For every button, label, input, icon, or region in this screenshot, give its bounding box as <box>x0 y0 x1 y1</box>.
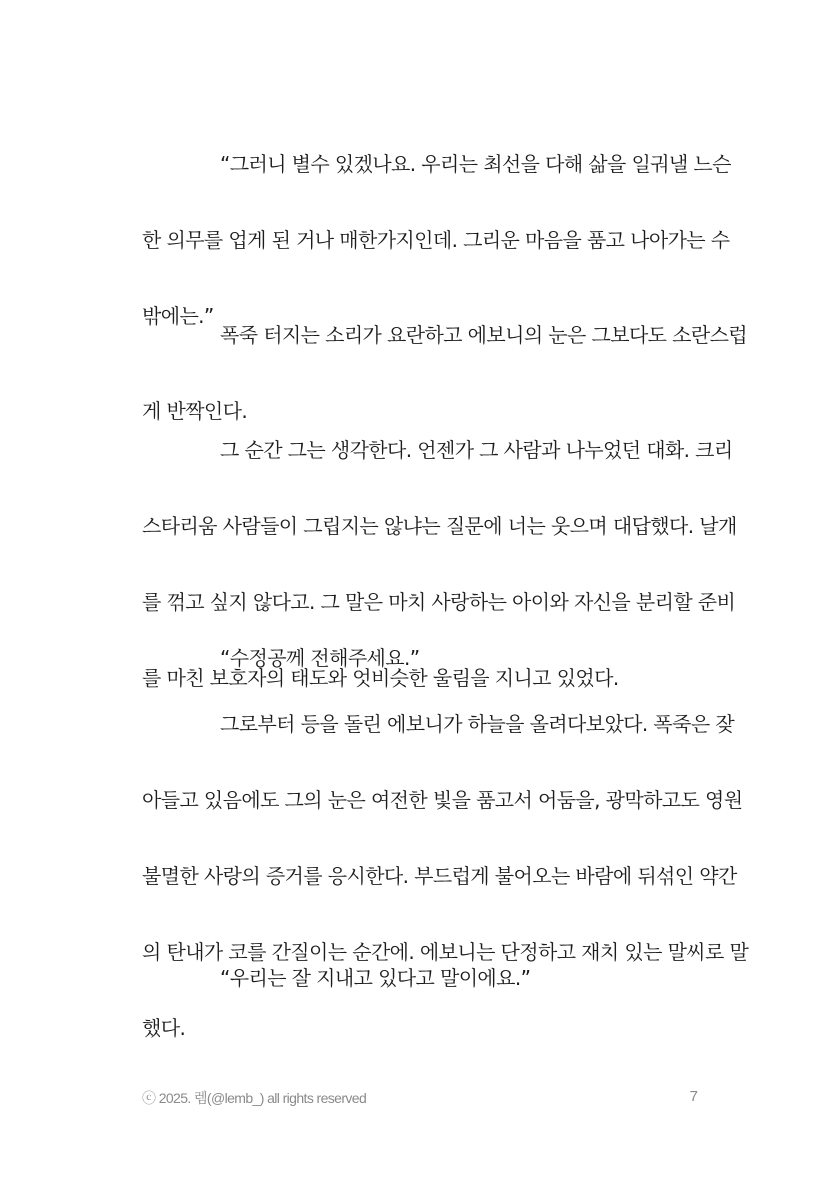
page-number: 7 <box>689 1088 698 1105</box>
paragraph-line: 그 순간 그는 생각한다. 언젠가 그 사람과 나누었던 대화. 크리 <box>220 438 733 462</box>
paragraph-line: 스타리움 사람들이 그립지는 않냐는 질문에 너는 웃으며 대답했다. 날개 <box>142 514 737 538</box>
paragraph-line: 불멸한 사랑의 증거를 응시한다. 부드럽게 불어오는 바람에 뒤섞인 약간 <box>142 864 737 888</box>
paragraph-line: “우리는 잘 지내고 있다고 말이에요.” <box>220 966 531 990</box>
paragraph-line: 폭죽 터지는 소리가 요란하고 에보니의 눈은 그보다도 소란스럽 <box>220 323 748 347</box>
paragraph-line: 를 마친 보호자의 태도와 엇비슷한 울림을 지니고 있었다. <box>142 666 619 690</box>
paragraph-line: 아들고 있음에도 그의 눈은 여전한 빛을 품고서 어둠을, 광막하고도 영원 <box>142 788 743 812</box>
paragraph-line: 게 반짝인다. <box>142 399 248 423</box>
copyright-notice: ⓒ 2025. 렘(@lemb_) all rights reserved <box>142 1090 367 1106</box>
paragraph-line: “그러니 별수 있겠나요. 우리는 최선을 다해 삶을 일궈낼 느슨 <box>220 152 731 176</box>
paragraph-line: 했다. <box>142 1016 186 1040</box>
paragraph-line: 한 의무를 업게 된 거나 매한가지인데. 그리운 마음을 품고 나아가는 수 <box>142 228 730 252</box>
paragraph-line: 를 꺾고 싶지 않다고. 그 말은 마치 사랑하는 아이와 자신을 분리할 준비 <box>142 590 736 614</box>
paragraph-line: 밖에는.” <box>142 304 214 328</box>
paragraph-6 <box>142 921 749 1035</box>
paragraph-line: 의 탄내가 코를 간질이는 순간에. 에보니는 단정하고 재치 있는 말씨로 말 <box>142 940 749 964</box>
paragraph-line: 그로부터 등을 돌린 에보니가 하늘을 올려다보았다. 폭죽은 잦 <box>220 712 735 736</box>
paragraph-line: “수정공께 전해주세요.” <box>220 646 420 670</box>
